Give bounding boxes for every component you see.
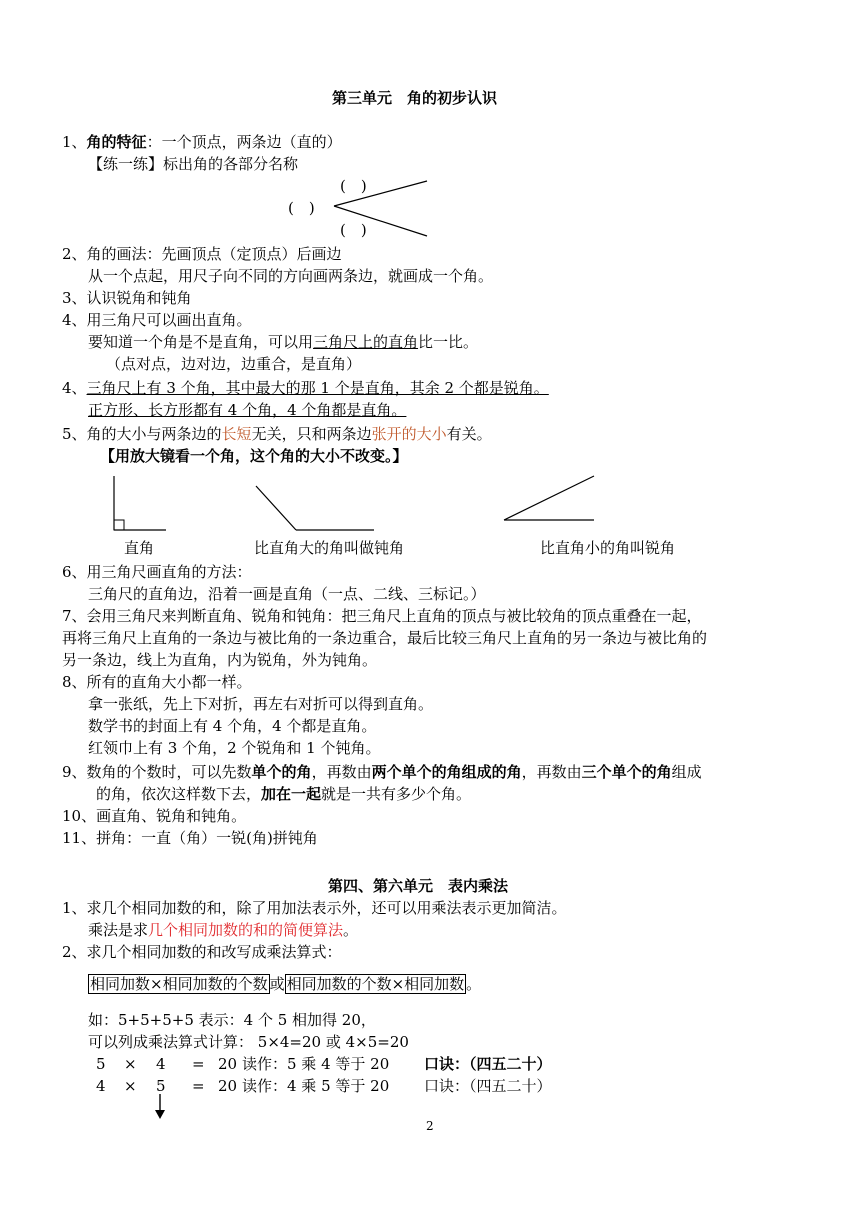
mult-item-2: 2、求几个相同加数的和改写成乘法算式： [62, 943, 342, 961]
eq2-reading: 读作：4 乘 5 等于 20 [242, 1077, 390, 1095]
item-5-magnifier: 【用放大镜看一个角，这个角的大小不改变。】 [100, 447, 408, 465]
mult-item-1-sub-a: 乘法是求 [88, 921, 149, 939]
item-7-line-3: 另一条边，线上为直角，内为锐角，外为钝角。 [62, 651, 378, 669]
item-9-a: 9、数角的个数时，可以先数 [62, 763, 252, 781]
label-obtuse-angle: 比直角大的角叫做钝角 [254, 539, 405, 557]
eq1-b: 4 [156, 1055, 166, 1073]
obtuse-angle-slanted [256, 486, 296, 530]
practice-line: 【练一练】标出角的各部分名称 [88, 155, 299, 173]
acute-angle-figure [502, 474, 602, 524]
angle-lower-side [334, 206, 427, 236]
angle-upper-side [334, 181, 427, 206]
item-9-l2c: 就是一共有多少个角。 [321, 785, 472, 803]
right-angle-mark [114, 520, 124, 530]
right-angle-figure [110, 474, 170, 534]
item-8-sub-3: 红领巾上有 3 个角，2 个锐角和 1 个钝角。 [88, 739, 381, 757]
item-8-sub-1: 拿一张纸，先上下对折，再左右对折可以得到直角。 [88, 695, 434, 713]
label-acute-angle: 比直角小的角叫锐角 [540, 539, 676, 557]
formula-or: 或 [269, 975, 285, 993]
mult-item-1-sub-red: 几个相同加数的和的简便算法 [148, 921, 344, 939]
item-4-sub-b: 比一比。 [418, 333, 479, 351]
item-5-c: 有关。 [446, 425, 492, 443]
item-8: 8、所有的直角大小都一样。 [62, 673, 252, 691]
item-2-sub: 从一个点起，用尺子向不同的方向画两条边，就画成一个角。 [88, 267, 494, 285]
formula-line [88, 974, 481, 994]
mult-item-1: 1、求几个相同加数的和，除了用加法表示外，还可以用乘法表示更加简洁。 [62, 899, 567, 917]
item-9-l2a: 的角，依次这样数下去， [96, 785, 262, 803]
item-4b-num: 4、 [62, 379, 87, 397]
item-9-d: ，再数由 [521, 763, 582, 781]
label-right-angle: 直角 [124, 539, 155, 557]
eq1-op: × [124, 1055, 137, 1073]
item-5-b: 无关，只和两条边 [251, 425, 372, 443]
obtuse-angle-figure [254, 484, 384, 544]
item-6-sub: 三角尺的直角边，沿着一画是直角（一点、二线、三标记。） [88, 585, 486, 603]
item-5-a: 5、角的大小与两条边的 [62, 425, 222, 443]
eq2-eq: = [192, 1077, 205, 1095]
unit46-title: 第四、第六单元 表内乘法 [328, 877, 509, 895]
eq2-b: 5 [156, 1077, 166, 1095]
item-9-c: ，再数由 [311, 763, 372, 781]
item-7-line-2: 再将三角尺上直角的一条边与被比角的一条边重合，最后比较三角尺上直角的另一条边与被比角的 [62, 629, 708, 647]
item-7-line-1: 7、会用三角尺来判断直角、锐角和钝角：把三角尺上直角的顶点与被比较角的顶点重叠在一起， [62, 607, 702, 625]
item-3: 3、认识锐角和钝角 [62, 289, 192, 307]
down-arrow-icon [154, 1094, 166, 1120]
eq1-reading: 读作：5 乘 4 等于 20 [242, 1055, 390, 1073]
eq1-mnemonic: 口诀：（四五二十） [424, 1055, 552, 1073]
item-4-sub2: （点对点，边对边，边重合，是直角） [106, 355, 362, 373]
eq1-eq: = [192, 1055, 205, 1073]
formula-box-2: 相同加数的个数×相同加数 [286, 975, 465, 993]
eq2-mnemonic: 口诀：（四五二十） [424, 1077, 552, 1095]
item-4b-underline: 三角尺上有 3 个角，其中最大的那 1 个是直角，其余 2 个都是锐角。 [86, 379, 549, 397]
item-9-l2-bold: 加在一起 [261, 785, 322, 803]
item-6: 6、用三角尺画直角的方法： [62, 563, 252, 581]
item-9-line-1 [62, 762, 702, 782]
item-10: 10、画直角、锐角和钝角。 [62, 807, 247, 825]
item-5-colored-1: 长短 [221, 425, 252, 443]
eq2-a: 4 [96, 1077, 106, 1095]
example-line-1: 如：5+5+5+5 表示：4 个 5 相加得 20， [88, 1011, 376, 1029]
blank-top: ( ) [340, 177, 367, 195]
item-4-sub-a: 要知道一个角是不是直角，可以用 [88, 333, 314, 351]
mult-item-1-sub-b: 。 [343, 921, 359, 939]
item-5-colored-2: 张开的大小 [371, 425, 447, 443]
item-9-line-2 [96, 784, 471, 804]
eq1-a: 5 [96, 1055, 106, 1073]
eq2-result: 20 [218, 1077, 238, 1095]
item-9-e: 组成 [671, 763, 702, 781]
item-1-num: 1、 [62, 133, 87, 151]
formula-end: 。 [466, 975, 482, 993]
item-8-sub-2: 数学书的封面上有 4 个角，4 个都是直角。 [88, 717, 377, 735]
item-11: 11、拼角：一直（角）一锐(角)拼钝角 [62, 829, 318, 847]
example-line-2: 可以列成乘法算式计算： 5×4=20 或 4×5=20 [88, 1033, 409, 1051]
item-4-sub-underline: 三角尺上的直角 [313, 333, 419, 351]
item-9-bold-1: 单个的角 [251, 763, 312, 781]
blank-bottom: ( ) [340, 221, 367, 239]
mult-item-1-sub [88, 920, 358, 940]
item-1 [62, 132, 342, 152]
item-4b [62, 378, 549, 398]
eq1-result: 20 [218, 1055, 238, 1073]
item-9-bold-3: 三个单个的角 [581, 763, 672, 781]
item-4b-sub: 正方形、长方形都有 4 个角，4 个角都是直角。 [88, 401, 407, 419]
item-2: 2、角的画法：先画顶点（定顶点）后画边 [62, 245, 342, 263]
item-1-rest: ：一个顶点，两条边（直的） [146, 133, 342, 151]
item-4-sub [88, 332, 478, 352]
item-4: 4、用三角尺可以画出直角。 [62, 311, 252, 329]
item-5 [62, 424, 492, 444]
formula-box-1: 相同加数×相同加数的个数 [90, 975, 268, 993]
angle-figure [330, 178, 430, 238]
item-9-bold-2: 两个单个的角组成的角 [371, 763, 522, 781]
blank-left: ( ) [288, 199, 315, 217]
eq2-op: × [124, 1077, 137, 1095]
item-1-bold: 角的特征 [86, 133, 147, 151]
page-number: 2 [426, 1119, 434, 1133]
acute-angle-slanted [504, 476, 594, 520]
unit3-title: 第三单元 角的初步认识 [332, 89, 498, 107]
